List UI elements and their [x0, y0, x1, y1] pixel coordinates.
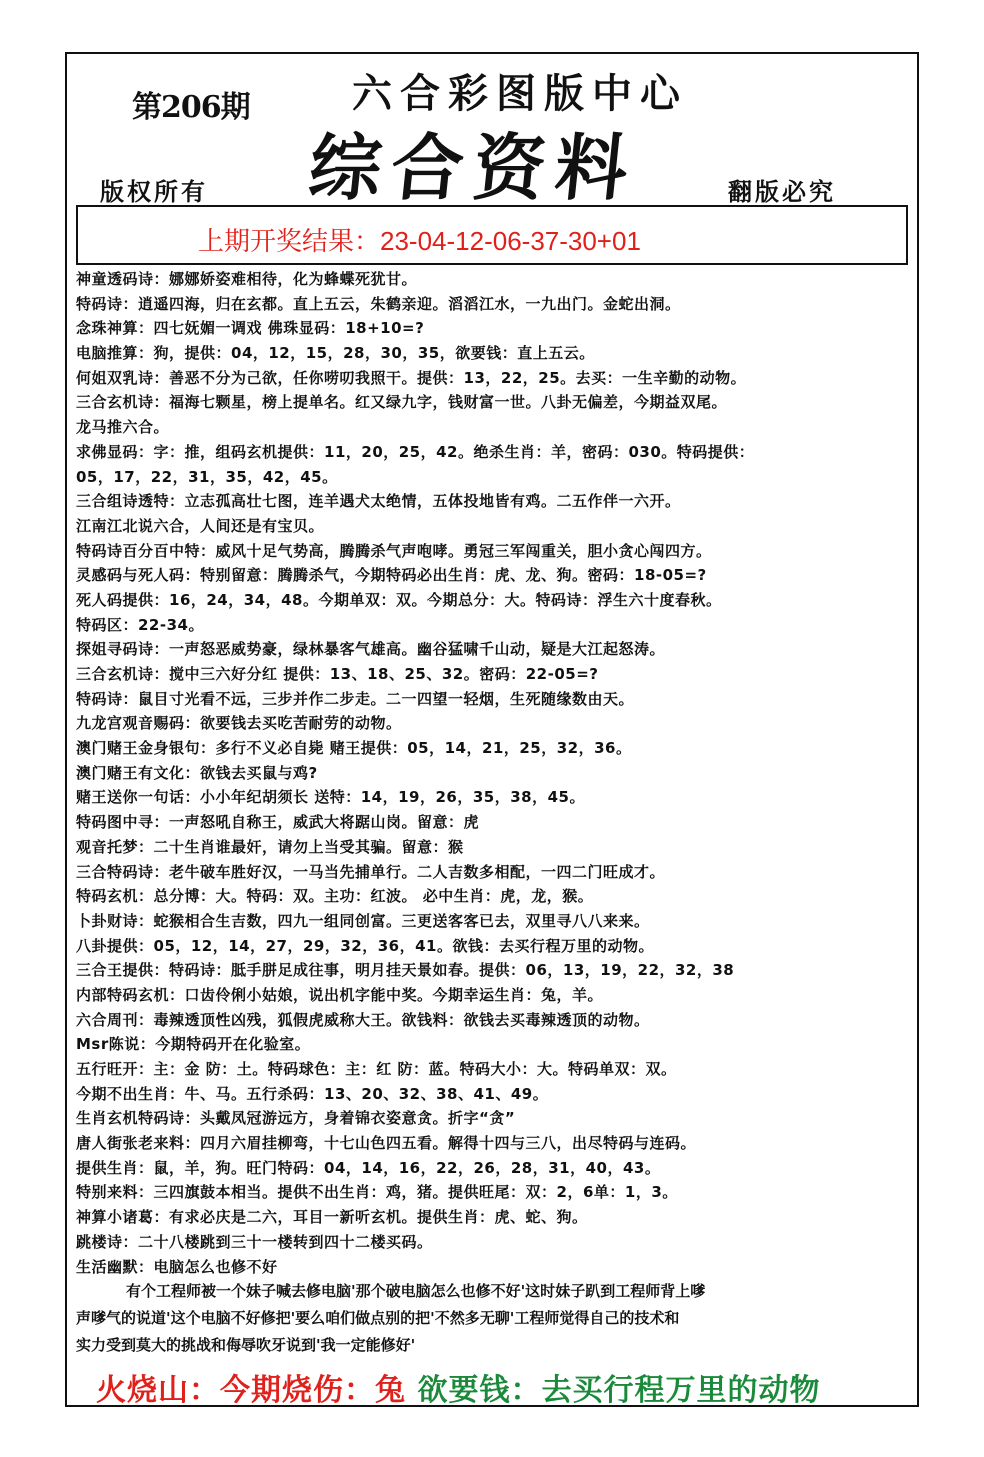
info-line: 观音托梦：二十生肖谁最奸，请勿上当受其骗。留意：猴 [76, 837, 464, 856]
info-line: Msr陈说：今期特码开在化验室。 [76, 1035, 311, 1054]
center-title: 六合彩图版中心 [352, 70, 688, 117]
info-line: 特码诗：逍遥四海，归在玄都。直上五云，朱鹤亲迎。滔滔江水，一九出门。金蛇出洞。 [76, 294, 681, 313]
issue-number: 第206期 [132, 90, 250, 125]
info-line: 唐人街张老来料：四月六眉挂柳弯，十七山色四五看。解得十四与三八，出尽特码与连码。 [76, 1134, 697, 1153]
info-line: 九龙宫观音赐码：欲要钱去买吃苦耐劳的动物。 [76, 714, 402, 733]
info-line: 内部特码玄机：口齿伶俐小姑娘，说出机字能中奖。今期幸运生肖：兔，羊。 [76, 985, 604, 1004]
humor-story [76, 1278, 906, 1359]
info-line: 电脑推算：狗，提供：04，12，15，28，30，35，欲要钱：直上五云。 [76, 344, 595, 363]
info-line: 澳门赌王有文化：欲钱去买鼠与鸡? [76, 763, 318, 782]
story-line: 有个工程师被一个妹子喊去修电脑'那个破电脑怎么也修不好'这时妹子趴到工程师背上嗲 [126, 1282, 706, 1300]
info-line: 神算小诸葛：有求必庆是二六，耳目一新听玄机。提供生肖：虎、蛇、狗。 [76, 1208, 588, 1227]
info-line: 05，17，22，31，35，42，45。 [76, 467, 338, 486]
info-line: 念珠神算：四七妩媚一调戏 佛珠显码：18+10=? [76, 319, 425, 338]
info-line: 五行旺开：主：金 防：土。特码球色：主：红 防：蓝。特码大小：大。特码单双：双。 [76, 1060, 677, 1078]
info-line: 跳楼诗：二十八楼跳到三十一楼转到四十二楼买码。 [76, 1232, 433, 1251]
info-line: 死人码提供：16，24，34，48。今期单双：双。今期总分：大。特码诗：浮生六十度春秋。 [76, 590, 722, 609]
last-draw-result: 上期开奖结果：23-04-12-06-37-30+01 [198, 226, 641, 256]
info-line: 探姐寻码诗：一声怒恶威势豪，绿林暴客气雄高。幽谷猛啸千山动，疑是大江起怒涛。 [76, 640, 666, 659]
info-line: 生肖玄机特码诗：头戴凤冠游远方，身着锦衣姿意贪。折字“贪” [76, 1109, 516, 1128]
info-line: 今期不出生肖：牛、马。五行杀码：13、20、32、38、41、49。 [76, 1084, 549, 1103]
info-line: 特码图中寻：一声怒吼自称王，威武大将踞山岗。留意：虎 [76, 813, 480, 832]
info-line: 特码区：22-34。 [76, 615, 204, 634]
info-line: 特别来料：三四旗鼓本相当。提供不出生肖：鸡，猪。提供旺尾：双：2，6单：1，3。 [76, 1183, 678, 1202]
info-line: 三合组诗透特：立志孤高壮七图，连羊遇犬太绝情，五体投地皆有鸡。二五作伴一六开。 [76, 492, 681, 511]
piracy-note: 翻版必究 [728, 177, 836, 206]
copyright-note: 版权所有 [100, 177, 208, 206]
info-line: 赌王送你一句话：小小年纪胡须长 送特：14，19，26，35，38，45。 [76, 788, 585, 807]
info-line: 生活幽默：电脑怎么也修不好 [76, 1257, 278, 1276]
info-line: 澳门赌王金身银句：多行不义必自毙 赌王提供：05，14，21，25，32，36。 [76, 739, 632, 758]
info-line: 特码玄机：总分博：大。特码：双。主功：红波。 必中生肖：虎，龙，猴。 [76, 887, 594, 906]
page-title: 综合资料 [304, 125, 642, 210]
info-line: 卜卦财诗：蛇猴相合生吉数，四九一组同创富。三更送客客已去，双里寻八八来来。 [76, 911, 650, 930]
info-line: 三合玄机诗：福海七颗星，榜上提单名。红又绿九字，钱财富一世。八卦无偏差，今期益双尾。 [76, 393, 728, 412]
result-box [76, 205, 908, 265]
info-line: 特码诗百分百中特：威风十足气势高，腾腾杀气声咆哮。勇冠三军闯重关，胆小贪心闯四方。 [76, 541, 712, 560]
info-line: 八卦提供：05，12，14，27，29，32，36，41。欲钱：去买行程万里的动物。 [76, 936, 654, 955]
story-line: 实力受到莫大的挑战和侮辱吹牙说到'我一定能修好' [76, 1336, 416, 1354]
info-line: 三合玄机诗：搅中三六好分红 提供：13、18、25、32。密码：22-05=? [76, 665, 599, 683]
story-line: 声嗲气的说道'这个电脑不好修把'要么咱们做点别的把'不然多无聊'工程师觉得自己的技术和 [76, 1309, 680, 1327]
footer-banner [96, 1365, 820, 1409]
footer-green-text: 欲要钱：去买行程万里的动物 [417, 1373, 821, 1408]
info-line: 何姐双乳诗：善恶不分为己欲，任你唠叨我照干。提供：13，22，25。去买：一生辛勤的动物。 [76, 368, 747, 387]
info-line: 六合周刊：毒辣透顶性凶残，狐假虎威称大王。欲钱料：欲钱去买毒辣透顶的动物。 [76, 1010, 650, 1029]
info-line: 三合特码诗：老牛破车胜好汉，一马当先捕单行。二人吉数多相配，一四二门旺成才。 [76, 862, 666, 881]
info-line: 特码诗：鼠目寸光看不远，三步并作二步走。二一四望一轻烟，生死随缘数由天。 [76, 689, 635, 708]
info-lines [76, 267, 916, 1279]
info-line: 提供生肖：鼠，羊，狗。旺门特码：04，14，16，22，26，28，31，40，43。 [76, 1158, 661, 1177]
info-line: 求佛显码：字：推，组码玄机提供：11，20，25，42。绝杀生肖：羊，密码：030。特码提供： [76, 442, 755, 461]
info-line: 三合王提供：特码诗：胝手胼足成往事，明月挂天景如春。提供：06，13，19，22，32，38 [76, 961, 735, 980]
info-line: 神童透码诗：娜娜娇姿难相待，化为蜂蝶死犹甘。 [76, 270, 418, 288]
info-line: 龙马推六合。 [76, 418, 170, 437]
footer-red-text: 火烧山：今期烧伤：兔 [96, 1373, 406, 1408]
info-line: 灵感码与死人码：特别留意：腾腾杀气，今期特码必出生肖：虎、龙、狗。密码：18-05=? [76, 566, 707, 585]
info-line: 江南江北说六合，人间还是有宝贝。 [76, 516, 325, 535]
